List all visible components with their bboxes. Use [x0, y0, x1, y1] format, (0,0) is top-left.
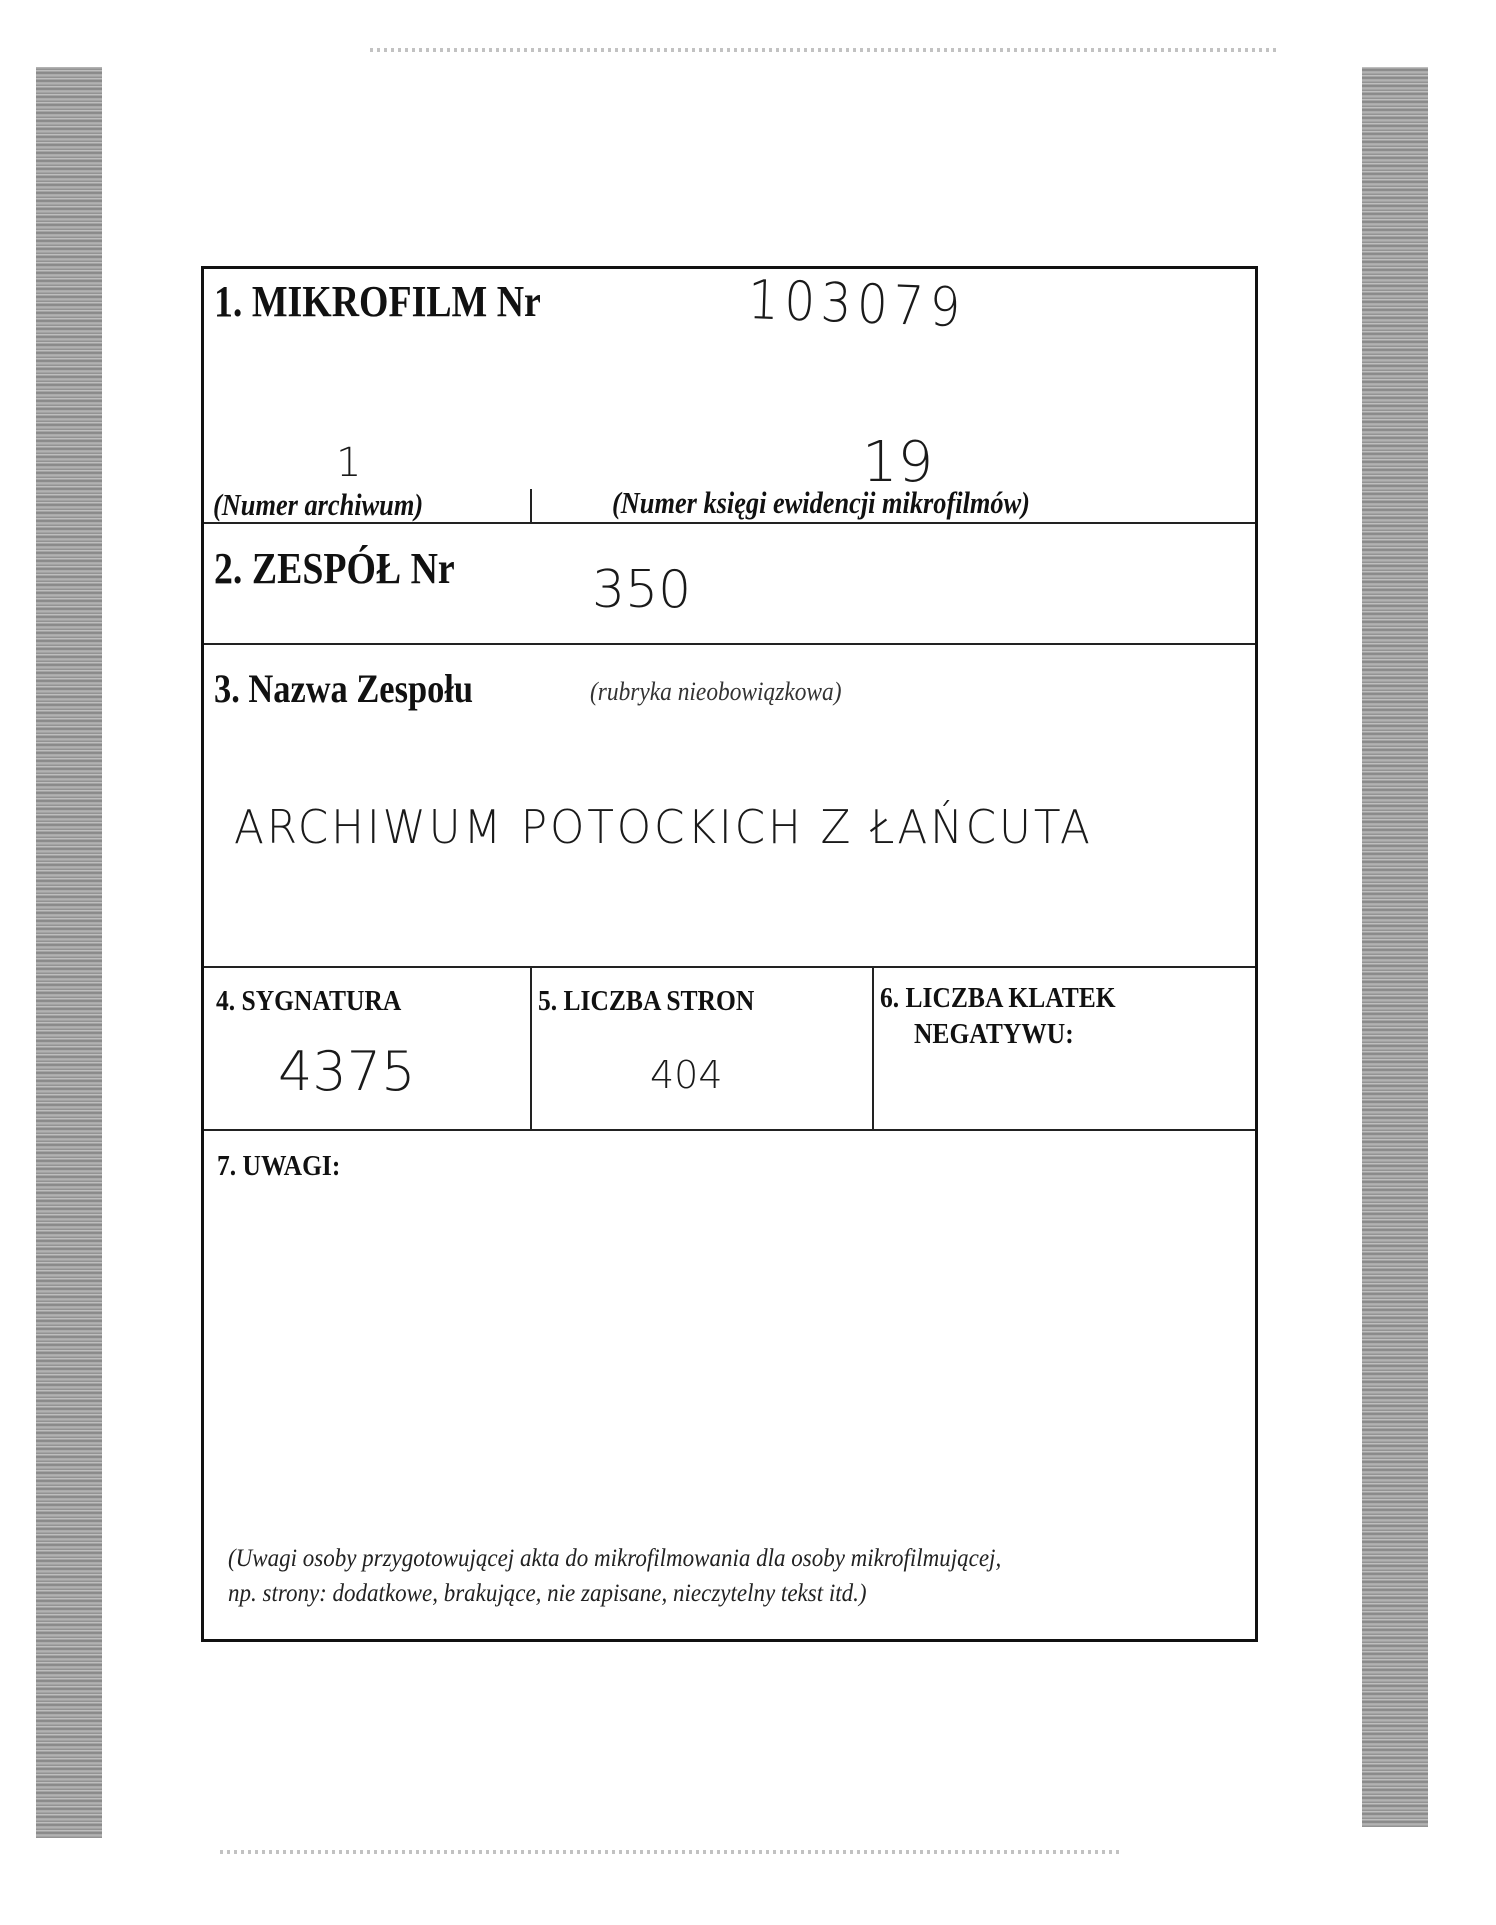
scan-artifact-bottom	[220, 1850, 1120, 1854]
divider	[872, 966, 874, 1129]
negatywu-label: NEGATYWU:	[914, 1018, 1074, 1050]
divider	[204, 1129, 1255, 1131]
archive-number: 1	[336, 440, 362, 486]
archive-number-label: (Numer archiwum)	[213, 487, 424, 522]
scan-edge-right	[1362, 67, 1428, 1827]
nazwa-zespolu-value: ARCHIWUM POTOCKICH Z ŁAŃCUTA	[234, 800, 1093, 854]
scan-artifact-top	[370, 48, 1280, 52]
nazwa-zespolu-hint: (rubryka nieobowiązkowa)	[590, 677, 842, 706]
mikrofilm-number: 103079	[747, 268, 967, 340]
divider	[204, 966, 1255, 968]
nazwa-zespolu-label: 3. Nazwa Zespołu	[214, 666, 473, 711]
liczba-stron-label: 5. LICZBA STRON	[538, 985, 755, 1017]
zespol-number: 350	[592, 560, 692, 620]
sygnatura-value: 4375	[278, 1040, 416, 1103]
scan-edge-left	[36, 67, 102, 1838]
register-number: 19	[862, 430, 934, 495]
uwagi-note-line2: np. strony: dodatkowe, brakujące, nie zapisane, nieczytelny tekst itd.)	[228, 1580, 867, 1607]
uwagi-note-line1: (Uwagi osoby przygotowującej akta do mikrofilmowania dla osoby mikrofilmującej,	[228, 1545, 1002, 1572]
mikrofilm-label: 1. MIKROFILM Nr	[214, 277, 541, 326]
register-number-label: (Numer księgi ewidencji mikrofilmów)	[612, 485, 1030, 520]
zespol-label: 2. ZESPÓŁ Nr	[214, 544, 455, 593]
divider	[530, 966, 532, 1129]
divider	[530, 489, 532, 524]
uwagi-label: 7. UWAGI:	[217, 1150, 341, 1182]
sygnatura-label: 4. SYGNATURA	[216, 985, 402, 1017]
liczba-stron-value: 404	[650, 1053, 723, 1097]
divider	[204, 643, 1255, 645]
liczba-klatek-label: 6. LICZBA KLATEK	[880, 982, 1116, 1014]
